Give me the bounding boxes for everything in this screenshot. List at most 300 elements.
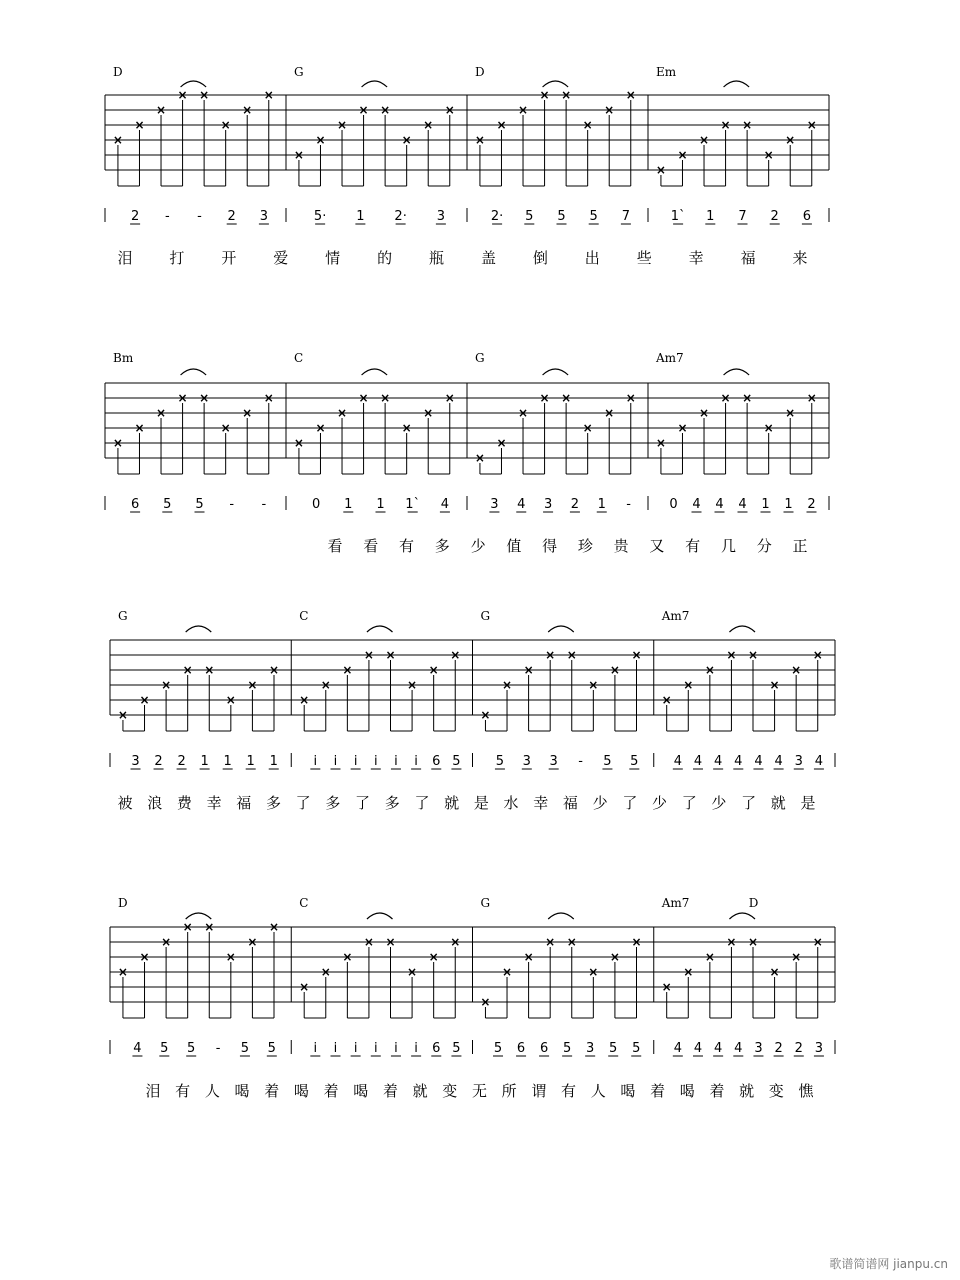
chord-name: D (113, 65, 123, 79)
jianpu-note: 5 (267, 1041, 276, 1056)
lyric-char: 是 (473, 794, 489, 812)
tab-note-x: × (112, 133, 123, 147)
lyric-char: 喝 (293, 1082, 309, 1100)
jianpu-note: i (414, 754, 418, 769)
tab-note-x: × (139, 950, 150, 964)
jianpu-note: i (313, 1041, 318, 1056)
tie-arc (181, 369, 207, 375)
lyric-char: 打 (169, 249, 185, 267)
jianpu-note: 5 (187, 1041, 196, 1056)
jianpu-note: 5 (603, 754, 612, 769)
tab-note-x: × (769, 678, 780, 692)
tab-note-x: × (604, 406, 615, 420)
jianpu-note: - (261, 497, 267, 512)
tab-note-x: × (247, 935, 258, 949)
lyric-char: 泪 (145, 1082, 161, 1100)
lyric-char: 喝 (620, 1082, 636, 1100)
jianpu-note: 1 (344, 497, 353, 512)
tab-note-x: × (545, 935, 556, 949)
lyric-char: 着 (264, 1082, 280, 1100)
tab-note-x: × (539, 88, 550, 102)
tab-note-x: × (517, 406, 529, 420)
tab-note-x: × (423, 118, 434, 132)
tab-note-x: × (582, 118, 593, 132)
tab-note-x: × (791, 950, 802, 964)
lyric-char: 几 (720, 537, 736, 555)
tab-note-x: × (785, 406, 796, 420)
lyric-char: 憔 (798, 1082, 814, 1100)
jianpu-note: 1 (376, 497, 385, 512)
tab-note-x: × (582, 421, 593, 435)
tab-note-x: × (501, 965, 513, 979)
lyric-char: 有 (175, 1082, 191, 1100)
tab-note-x: × (704, 663, 715, 677)
lyric-char: 少 (711, 794, 727, 812)
chord-name: Bm (113, 351, 134, 365)
tab-note-x: × (358, 391, 369, 405)
tab-note-x: × (225, 950, 236, 964)
tie-arc (724, 369, 750, 375)
lyric-char: 少 (470, 537, 486, 555)
tab-note-x: × (806, 118, 817, 132)
lyric-char: 倒 (532, 249, 548, 267)
tab-note-x: × (742, 118, 753, 132)
tab-note-x: × (726, 648, 737, 662)
tie-arc (181, 81, 207, 87)
jianpu-note: 3 (490, 497, 499, 512)
tab-note-x: × (401, 133, 412, 147)
lyric-char: 盖 (480, 249, 496, 267)
jianpu-note: 1 (246, 754, 255, 769)
tab-note-x: × (523, 663, 534, 677)
lyric-char: 了 (681, 794, 697, 812)
lyric-char: 多 (265, 794, 281, 812)
tab-note-x: × (655, 436, 666, 450)
tab-note-x: × (631, 935, 642, 949)
jianpu-note: i (313, 754, 318, 769)
chord-name: Em (656, 65, 677, 79)
tab-note-x: × (444, 103, 455, 117)
tie-arc (367, 913, 393, 919)
tab-note-x: × (769, 965, 780, 979)
jianpu-note: 4 (693, 1041, 703, 1056)
tab-note-x: × (315, 421, 326, 435)
tab-note-x: × (588, 965, 599, 979)
chord-name: C (299, 609, 309, 623)
tab-note-x: × (293, 436, 304, 450)
jianpu-note: i (333, 754, 338, 769)
lyric-char: 着 (382, 1082, 398, 1100)
tie-arc (548, 626, 574, 632)
jianpu-note: i (373, 754, 378, 769)
tab-note-x: × (342, 950, 353, 964)
lyric-char: 少 (592, 794, 608, 812)
lyric-char: 瓶 (429, 249, 445, 267)
watermark: 歌谱简谱网 jianpu.cn (829, 1257, 948, 1271)
tab-note-x: × (683, 965, 694, 979)
lyric-char: 值 (506, 537, 522, 555)
tab-note-x: × (704, 950, 715, 964)
jianpu-note: 3 (436, 209, 446, 224)
jianpu-note: 7 (738, 209, 747, 224)
tab-note-x: × (683, 678, 694, 692)
tab-note-x: × (336, 118, 348, 132)
lyric-char: 的 (377, 249, 393, 267)
jianpu-note: 5 (240, 1041, 250, 1056)
jianpu-note: 4 (673, 1041, 682, 1056)
jianpu-note: 3 (259, 209, 269, 224)
jianpu-note: 2 (770, 209, 779, 224)
tab-note-x: × (428, 950, 439, 964)
tab-note-x: × (791, 663, 802, 677)
tab-note-x: × (112, 436, 123, 450)
jianpu-note: 5 (452, 754, 461, 769)
tab-note-x: × (609, 950, 620, 964)
lyric-char: 变 (442, 1082, 458, 1100)
tab-note-x: × (517, 103, 529, 117)
tab-note-x: × (625, 391, 636, 405)
jianpu-note: 5 (493, 1041, 503, 1056)
chord-name: D (748, 896, 759, 910)
chord-name: D (475, 65, 485, 79)
jianpu-note: 4 (440, 497, 450, 512)
tab-note-x: × (320, 678, 331, 692)
jianpu-note: 2 (227, 209, 236, 224)
tie-arc (729, 626, 755, 632)
tie-arc (543, 369, 569, 375)
jianpu-note: - (215, 1041, 221, 1056)
tab-note-x: × (363, 935, 374, 949)
tab-note-x: × (204, 920, 215, 934)
lyric-char: 是 (800, 794, 816, 812)
jianpu-note: 5 (557, 209, 566, 224)
jianpu-note: 4 (734, 1041, 743, 1056)
tab-note-x: × (358, 103, 369, 117)
lyric-char: 就 (444, 794, 460, 812)
tab-note-x: × (698, 406, 710, 420)
jianpu-note: 3 (794, 754, 803, 769)
tab-note-x: × (561, 88, 572, 102)
jianpu-note: 6 (539, 1041, 549, 1056)
tab-note-x: × (625, 88, 636, 102)
jianpu-note: 4 (754, 754, 763, 769)
tab-note-x: × (496, 436, 507, 450)
tab-note-x: × (177, 88, 188, 102)
jianpu-note: 2 (794, 1041, 803, 1056)
lyric-char: 水 (503, 794, 519, 812)
jianpu-note: 0 (311, 497, 321, 512)
lyric-char: 多 (384, 794, 400, 812)
lyric-char: 着 (323, 1082, 339, 1100)
jianpu-note: 5 (160, 1041, 169, 1056)
jianpu-note: 5 (609, 1041, 618, 1056)
lyric-char: 喝 (679, 1082, 695, 1100)
jianpu-note: 1 (597, 497, 606, 512)
jianpu-note: 2 (154, 754, 163, 769)
tab-note-x: × (677, 148, 688, 162)
chord-name: Am7 (661, 896, 690, 910)
jianpu-note: 2 (177, 754, 186, 769)
lyric-char: 正 (792, 537, 808, 555)
jianpu-note: - (197, 209, 202, 224)
tie-arc (548, 913, 574, 919)
chord-name: G (480, 896, 491, 910)
tab-note-x: × (747, 648, 759, 662)
lyric-char: 得 (542, 537, 558, 555)
jianpu-note: i (333, 1041, 338, 1056)
lyric-char: 变 (768, 1082, 784, 1100)
jianpu-note: i (373, 1041, 378, 1056)
jianpu-note: 4 (693, 754, 703, 769)
lyric-char: 所 (501, 1082, 517, 1100)
jianpu-note: 6 (432, 1041, 441, 1056)
lyric-char: 看 (327, 537, 343, 555)
tab-note-x: × (204, 663, 215, 677)
jianpu-note: 4 (774, 754, 783, 769)
tab-note-x: × (661, 980, 672, 994)
jianpu-note: 6 (516, 1041, 526, 1056)
jianpu-note: 2· (490, 209, 504, 224)
tab-note-x: × (763, 421, 774, 435)
tab-note-x: × (293, 148, 304, 162)
tab-note-x: × (407, 678, 418, 692)
tab-note-x: × (720, 391, 731, 405)
tab-note-x: × (268, 663, 280, 677)
jianpu-note: - (626, 497, 631, 512)
tab-note-x: × (401, 421, 412, 435)
tab-note-x: × (247, 678, 258, 692)
jianpu-note: i (353, 754, 358, 769)
lyric-char: 少 (652, 794, 668, 812)
tab-note-x: × (263, 391, 274, 405)
jianpu-note: 5 (589, 209, 598, 224)
tab-note-x: × (225, 693, 236, 707)
jianpu-note: 1 (761, 497, 770, 512)
tie-arc (543, 81, 569, 87)
tab-note-x: × (155, 103, 167, 117)
lyric-char: 泪 (117, 249, 133, 267)
tab-note-x: × (480, 708, 491, 722)
lyric-char: 喝 (353, 1082, 369, 1100)
tab-note-x: × (263, 88, 274, 102)
lyric-char: 无 (471, 1082, 488, 1100)
jianpu-note: 3 (586, 1041, 595, 1056)
jianpu-note: 2 (570, 497, 580, 512)
jianpu-note: 5 (632, 1041, 641, 1056)
jianpu-note: 4 (133, 1041, 142, 1056)
tab-note-x: × (242, 103, 253, 117)
lyric-char: 开 (221, 249, 237, 267)
tie-arc (362, 369, 388, 375)
tab-note-x: × (134, 118, 145, 132)
jianpu-note: 5 (195, 497, 204, 512)
tab-note-x: × (342, 663, 353, 677)
jianpu-note: 4 (715, 497, 724, 512)
tab-note-x: × (299, 980, 310, 994)
jianpu-note: 5 (452, 1041, 461, 1056)
jianpu-note: - (229, 497, 235, 512)
jianpu-note: 3 (814, 1041, 824, 1056)
tab-note-x: × (566, 648, 577, 662)
tab-note-x: × (720, 118, 731, 132)
lyric-char: 幸 (533, 794, 549, 812)
tab-note-x: × (139, 693, 150, 707)
jianpu-note: 4 (692, 497, 701, 512)
chord-name: G (294, 65, 304, 79)
tab-note-x: × (726, 935, 737, 949)
lyric-char: 幸 (688, 249, 704, 267)
chord-name: C (294, 351, 304, 365)
lyric-char: 了 (741, 794, 757, 812)
jianpu-note: 5 (525, 209, 534, 224)
tab-note-x: × (545, 648, 556, 662)
tab-note-x: × (661, 693, 672, 707)
lyric-char: 有 (399, 537, 415, 555)
jianpu-note: i (414, 1041, 418, 1056)
tab-note-x: × (655, 163, 666, 177)
lyric-char: 就 (412, 1082, 428, 1100)
tab-note-x: × (496, 118, 507, 132)
tab-note-x: × (161, 935, 172, 949)
jianpu-note: 1 (356, 209, 365, 224)
tab-note-x: × (742, 391, 753, 405)
jianpu-note: i (394, 1041, 398, 1056)
lyric-char: 喝 (234, 1082, 250, 1100)
tab-note-x: × (320, 965, 331, 979)
lyric-char: 爱 (273, 249, 289, 267)
lyric-char: 分 (756, 537, 772, 555)
jianpu-note: 0 (669, 497, 678, 512)
lyric-char: 些 (636, 249, 652, 267)
jianpu-note: - (164, 209, 170, 224)
jianpu-note: 4 (714, 1041, 723, 1056)
jianpu-note: 1 (706, 209, 715, 224)
lyric-char: 福 (236, 794, 252, 812)
tab-note-x: × (220, 118, 231, 132)
chord-name: G (118, 609, 128, 623)
jianpu-note: 1 (223, 754, 232, 769)
tie-arc (724, 81, 750, 87)
chord-name: Am7 (661, 609, 690, 623)
tab-note-x: × (220, 421, 231, 435)
tab-note-x: × (423, 406, 434, 420)
lyric-char: 着 (709, 1082, 725, 1100)
tab-note-x: × (604, 103, 615, 117)
tab-note-x: × (242, 406, 253, 420)
jianpu-note: 1 (269, 754, 278, 769)
tab-note-x: × (268, 920, 280, 934)
tab-note-x: × (161, 678, 172, 692)
lyric-char: 贵 (613, 537, 629, 555)
lyric-char: 来 (792, 249, 808, 267)
chord-name: G (475, 351, 485, 365)
tab-note-x: × (385, 648, 396, 662)
jianpu-note: 5 (495, 754, 505, 769)
jianpu-note: 3 (522, 754, 531, 769)
lyric-char: 了 (622, 794, 638, 812)
lyric-char: 被 (117, 794, 133, 812)
jianpu-note: 3 (549, 754, 558, 769)
tab-note-x: × (336, 406, 348, 420)
jianpu-note: 4 (714, 754, 723, 769)
jianpu-note: 5 (163, 497, 172, 512)
lyric-char: 有 (685, 537, 701, 555)
lyric-char: 了 (414, 794, 430, 812)
chord-name: D (118, 896, 128, 910)
tab-note-x: × (474, 133, 485, 147)
lyric-char: 幸 (206, 794, 222, 812)
lyric-char: 就 (739, 1082, 755, 1100)
tab-note-x: × (385, 935, 396, 949)
chord-name: Am7 (656, 351, 684, 365)
tab-note-x: × (588, 678, 599, 692)
tab-note-x: × (450, 648, 461, 662)
tab-note-x: × (182, 920, 193, 934)
tab-note-x: × (677, 421, 688, 435)
jianpu-note: 4 (673, 754, 682, 769)
tab-note-x: × (155, 406, 167, 420)
jianpu-note: 5 (562, 1041, 572, 1056)
lyric-char: 人 (204, 1082, 220, 1100)
lyric-char: 有 (561, 1082, 577, 1100)
tie-arc (186, 913, 212, 919)
tab-note-x: × (182, 663, 193, 677)
tab-note-x: × (380, 103, 391, 117)
jianpu-note: 4 (517, 497, 526, 512)
tab-note-x: × (785, 133, 796, 147)
jianpu-note: 3 (754, 1041, 763, 1056)
lyric-char: 就 (770, 794, 786, 812)
jianpu-note: 4 (738, 497, 747, 512)
jianpu-note: 6 (130, 497, 140, 512)
tab-note-x: × (474, 451, 485, 465)
tab-note-x: × (117, 965, 128, 979)
tab-note-x: × (315, 133, 326, 147)
tab-note-x: × (561, 391, 572, 405)
tab-note-x: × (380, 391, 391, 405)
tab-note-x: × (428, 663, 439, 677)
tab-note-x: × (299, 693, 310, 707)
tab-note-x: × (450, 935, 461, 949)
tab-note-x: × (134, 421, 145, 435)
jianpu-note: 1` (405, 497, 421, 512)
tab-note-x: × (199, 391, 210, 405)
tie-arc (186, 626, 212, 632)
lyric-char: 福 (740, 249, 756, 267)
jianpu-note: 5 (630, 754, 639, 769)
tab-note-x: × (363, 648, 374, 662)
tab-note-x: × (480, 995, 491, 1009)
jianpu-note: 2 (130, 209, 140, 224)
lyric-char: 福 (562, 794, 578, 812)
tab-note-x: × (566, 935, 577, 949)
jianpu-note: 6 (432, 754, 441, 769)
jianpu-note: - (578, 754, 583, 769)
chord-name: C (299, 896, 309, 910)
jianpu-note: 2· (394, 209, 407, 224)
jianpu-note: 2 (774, 1041, 783, 1056)
jianpu-note: 1` (670, 209, 686, 224)
tab-note-x: × (117, 708, 128, 722)
jianpu-note: 7 (621, 209, 631, 224)
lyric-char: 出 (584, 249, 600, 267)
jianpu-note: 1 (784, 497, 793, 512)
lyric-char: 着 (650, 1082, 666, 1100)
tab-note-x: × (747, 935, 759, 949)
tab-note-x: × (763, 148, 774, 162)
chord-name: G (480, 609, 491, 623)
lyric-char: 费 (176, 794, 192, 812)
